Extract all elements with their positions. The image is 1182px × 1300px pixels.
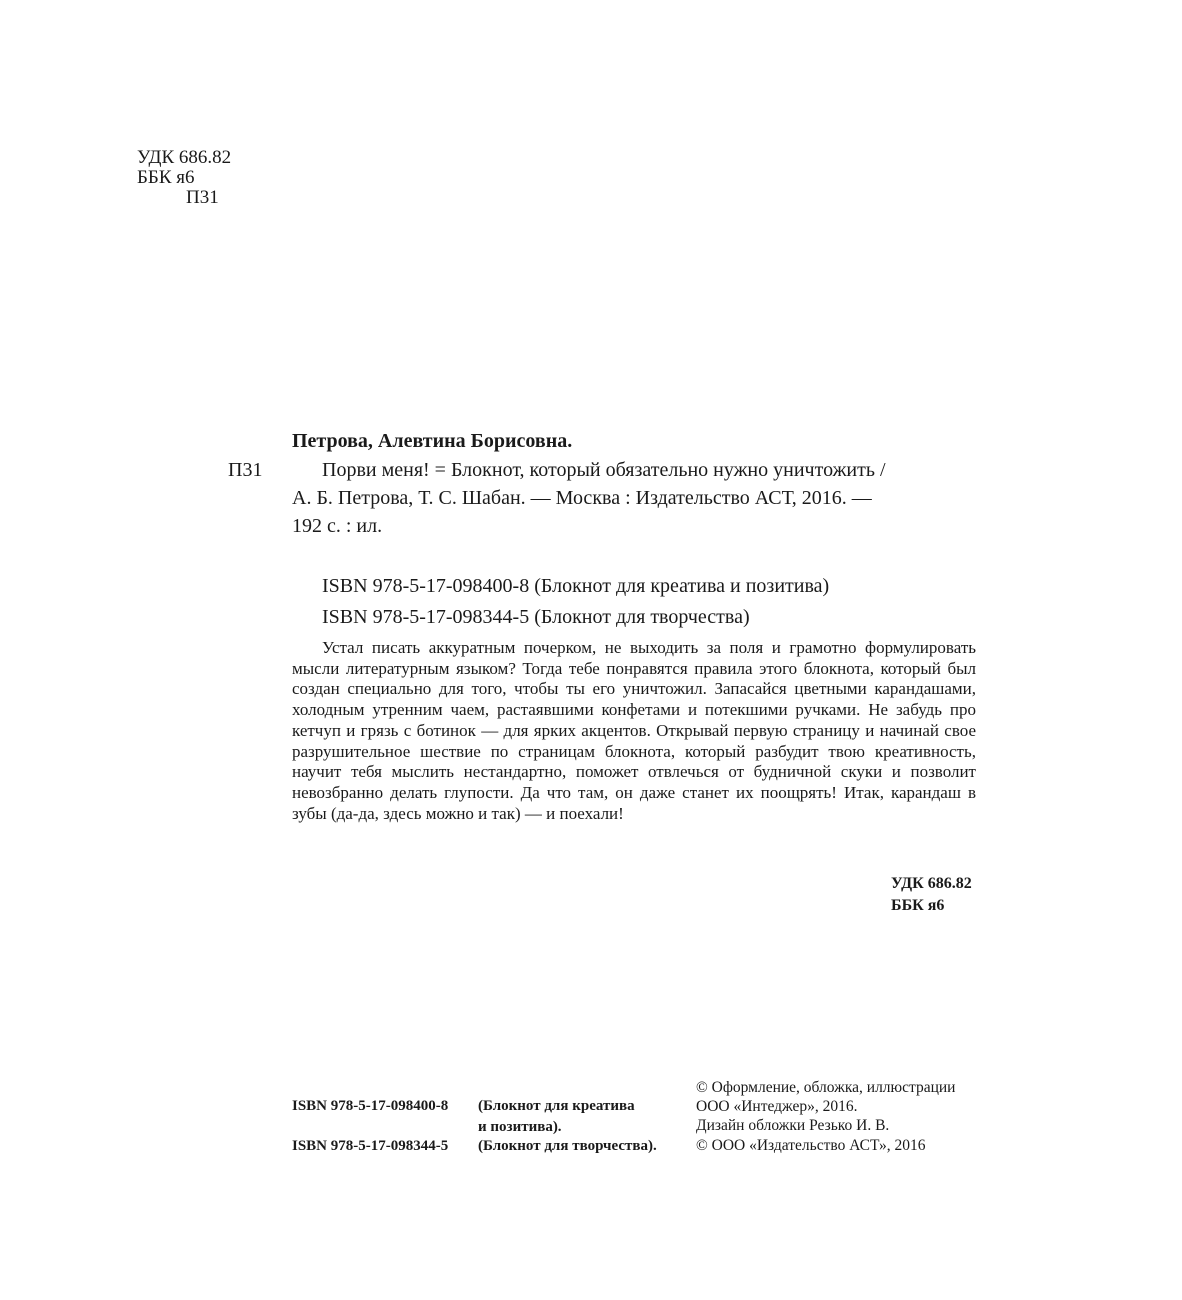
top-author-mark: П31 (186, 187, 219, 208)
card-isbn-1: ISBN 978-5-17-098400-8 (Блокнот для креатива и позитива) (322, 575, 830, 597)
top-bbk: ББК я6 (137, 167, 195, 188)
credits-line-1: © Оформление, обложка, иллюстрации (696, 1079, 956, 1096)
card-author: Петрова, Алевтина Борисовна. (292, 430, 573, 452)
credits-line-3: Дизайн обложки Резько И. В. (696, 1117, 890, 1134)
imprint-isbn-1-desc-line-2: и позитива). (478, 1119, 562, 1135)
card-description-line-2: А. Б. Петрова, Т. С. Шабан. — Москва : Издательство АСТ, 2016. — (292, 487, 872, 509)
top-udk: УДК 686.82 (137, 147, 232, 168)
credits-line-4: © ООО «Издательство АСТ», 2016 (696, 1137, 926, 1154)
imprint-isbn-2-desc: (Блокнот для творчества). (478, 1138, 657, 1154)
imprint-isbn-1-desc-line-1: (Блокнот для креатива (478, 1098, 635, 1114)
imprint-isbn-1: ISBN 978-5-17-098400-8 (292, 1098, 449, 1114)
card-description-line-3: 192 с. : ил. (292, 515, 383, 537)
card-isbn-2: ISBN 978-5-17-098344-5 (Блокнот для творчества) (322, 606, 750, 628)
card-code: П31 (228, 459, 263, 481)
card-udk: УДК 686.82 (891, 875, 972, 892)
annotation-text: Устал писать аккуратным почерком, не выходить за поля и грамотно формулировать мысли литературным языком? Тогда тебе понравятся правила этого блокнота, который был создан специально для того, чтобы ты его уничтожил. Запасайся цветными карандашами, холодным утренним чаем, растаявшими конфетами и потекшими ручками. Не забудь про кетчуп и грязь с ботинок — для ярких акцентов. Открывай первую страницу и начинай свое разрушительное шествие по страницам блокнота, который разбудит твою креативность, научит тебя мыслить нестандартно, поможет отвлечься от будничной скуки и позволит невозбранно делать глупости. Да что там, он даже станет их поощрять! Итак, карандаш в зубы (да-да, здесь можно и так) — и поехали! (292, 638, 976, 823)
card-description-line-1: Порви меня! = Блокнот, который обязательно нужно уничтожить / (322, 459, 886, 481)
card-bbk: ББК я6 (891, 897, 945, 914)
imprint-isbn-2: ISBN 978-5-17-098344-5 (292, 1138, 449, 1154)
credits-line-2: ООО «Интеджер», 2016. (696, 1098, 858, 1115)
